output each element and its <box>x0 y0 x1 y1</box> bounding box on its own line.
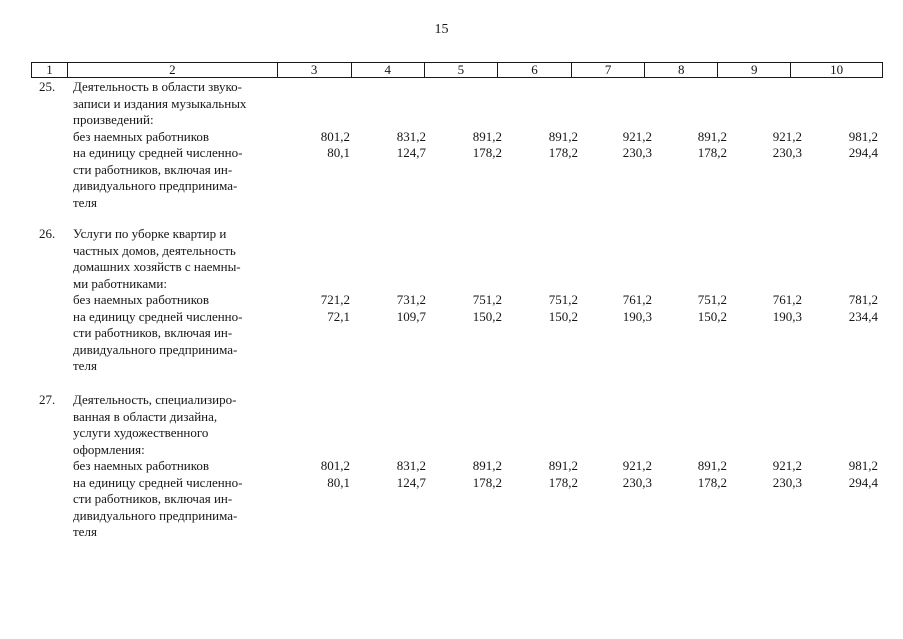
value-cell-col-5: 891,2 <box>472 128 502 144</box>
value-cell-col-5: 178,2 <box>472 474 502 490</box>
value-cell-col-3: 80,1 <box>327 145 350 160</box>
value-cell-col-3: 80,1 <box>327 474 350 490</box>
value-cell-col-4: 124,7 <box>396 145 426 160</box>
entry-number: 27. <box>39 392 56 407</box>
value-cell-col-10: 294,4 <box>848 474 878 490</box>
entry-number: 26. <box>39 226 56 241</box>
value-cell-col-8: 178,2 <box>697 145 727 160</box>
value-cell-col-10: 981,2 <box>848 128 878 144</box>
value-cell-col-9: 190,3 <box>772 308 802 324</box>
row-label-line: дивидуального предпринима- <box>73 341 238 357</box>
row-label-line: теля <box>73 194 97 210</box>
value-cell-col-8: 891,2 <box>697 458 727 473</box>
value-cell-col-7: 230,3 <box>622 145 652 160</box>
row-label-line: сти работников, включая ин- <box>73 491 233 506</box>
entry-title-line: Деятельность, специализиро- <box>73 392 237 407</box>
row-label-line: без наемных работников <box>73 292 210 307</box>
header-col-7: 7 <box>572 63 645 77</box>
value-cell-col-5: 178,2 <box>472 145 502 160</box>
value-cell-col-10: 781,2 <box>848 292 878 307</box>
value-cell-col-6: 150,2 <box>548 308 578 324</box>
row-label-line: без наемных работников <box>73 458 210 473</box>
entry-title-line: оформления: <box>73 441 145 457</box>
entry-title-line: произведений: <box>73 112 154 127</box>
value-cell-col-10: 981,2 <box>848 458 878 473</box>
value-cell-col-8: 150,2 <box>697 308 727 324</box>
header-col-3: 3 <box>278 63 352 77</box>
row-label-line: на единицу средней численно- <box>73 145 243 160</box>
value-cell-col-3: 721,2 <box>320 292 350 307</box>
value-cell-col-6: 891,2 <box>548 128 578 144</box>
value-cell-col-5: 751,2 <box>472 292 502 307</box>
entry-title-line: записи и издания музыкальных <box>73 95 247 111</box>
value-cell-col-10: 234,4 <box>848 308 878 324</box>
value-cell-col-8: 751,2 <box>697 292 727 307</box>
value-cell-col-9: 230,3 <box>772 474 802 490</box>
row-label-line: без наемных работников <box>73 128 210 144</box>
value-cell-col-3: 801,2 <box>320 458 350 473</box>
entry-description <box>73 392 288 541</box>
entry-number: 25. <box>39 79 56 94</box>
entry-title-line: домашних хозяйств с наемны- <box>73 259 241 274</box>
value-cell-col-6: 891,2 <box>548 458 578 473</box>
value-cell-col-5: 150,2 <box>472 308 502 324</box>
entry-description <box>73 79 288 211</box>
header-col-2: 2 <box>68 63 278 77</box>
entry-title-line: Услуги по уборке квартир и <box>73 226 227 241</box>
entry-title-line: частных домов, деятельность <box>73 242 236 258</box>
header-col-9: 9 <box>718 63 791 77</box>
row-label-line: теля <box>73 358 97 373</box>
entry-title-line: ванная в области дизайна, <box>73 408 218 424</box>
value-cell-col-9: 921,2 <box>772 128 802 144</box>
value-cell-col-7: 921,2 <box>622 128 652 144</box>
header-col-6: 6 <box>498 63 572 77</box>
value-cell-col-4: 831,2 <box>396 128 426 144</box>
page-number: 15 <box>434 22 449 37</box>
value-cell-col-5: 891,2 <box>472 458 502 473</box>
row-label-line: на единицу средней численно- <box>73 308 243 324</box>
value-cell-col-7: 761,2 <box>622 292 652 307</box>
entry-description <box>73 226 288 375</box>
row-label-line: на единицу средней численно- <box>73 474 243 490</box>
value-cell-col-9: 761,2 <box>772 292 802 307</box>
value-cell-col-6: 178,2 <box>548 145 578 160</box>
row-label-line: сти работников, включая ин- <box>73 325 233 340</box>
value-cell-col-7: 230,3 <box>622 474 652 490</box>
row-label-line: дивидуального предпринима- <box>73 178 238 193</box>
header-col-5: 5 <box>425 63 498 77</box>
value-cell-col-8: 891,2 <box>697 128 727 144</box>
value-cell-col-9: 921,2 <box>772 458 802 473</box>
value-cell-col-4: 731,2 <box>396 292 426 307</box>
header-col-1: 1 <box>32 63 68 77</box>
row-label-line: сти работников, включая ин- <box>73 161 233 177</box>
value-cell-col-6: 178,2 <box>548 474 578 490</box>
value-cell-col-6: 751,2 <box>548 292 578 307</box>
header-col-10: 10 <box>830 62 844 77</box>
value-cell-col-4: 124,7 <box>396 474 426 490</box>
entry-title-line: ми работниками: <box>73 275 167 291</box>
value-cell-col-10: 294,4 <box>848 145 878 160</box>
value-cell-col-4: 831,2 <box>396 458 426 473</box>
entry-title-line: услуги художественного <box>73 425 209 440</box>
entry-title-line: Деятельность в области звуко- <box>73 79 242 94</box>
header-col-8: 8 <box>645 63 718 77</box>
value-cell-col-9: 230,3 <box>772 145 802 160</box>
value-cell-col-8: 178,2 <box>697 474 727 490</box>
value-cell-col-3: 801,2 <box>320 128 350 144</box>
row-label-line: теля <box>73 524 97 539</box>
value-cell-col-7: 190,3 <box>622 308 652 324</box>
row-label-line: дивидуального предпринима- <box>73 507 238 523</box>
value-cell-col-7: 921,2 <box>622 458 652 473</box>
value-cell-col-3: 72,1 <box>327 308 350 324</box>
header-col-4: 4 <box>352 63 425 77</box>
table-header-row <box>31 62 883 78</box>
value-cell-col-4: 109,7 <box>396 308 426 324</box>
